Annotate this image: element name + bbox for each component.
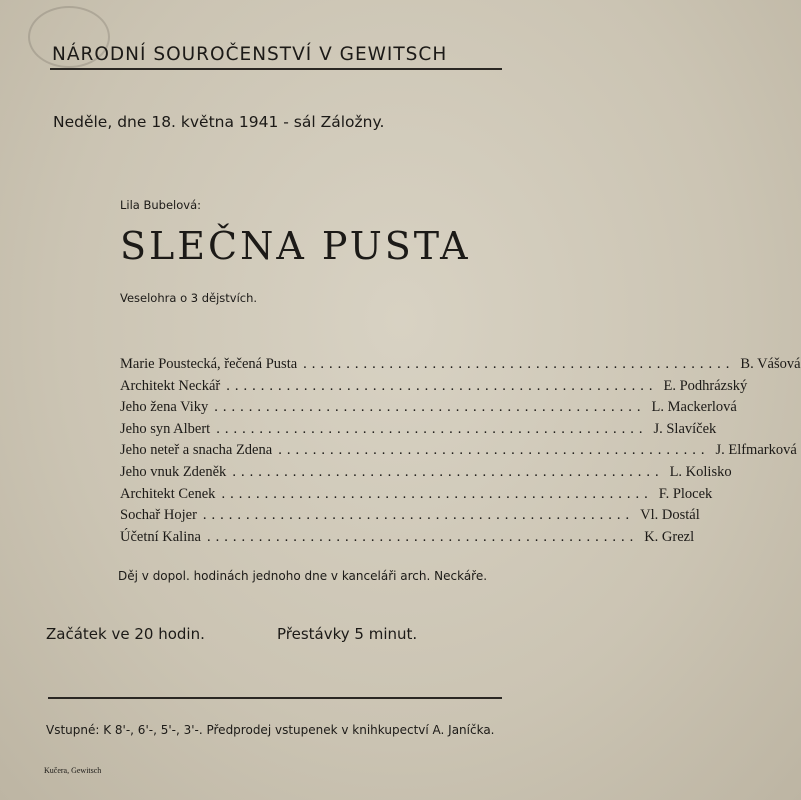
printer-credit: Kučera, Gewitsch xyxy=(44,766,102,775)
cast-actor: Vl. Dostál xyxy=(640,507,700,524)
top-divider xyxy=(50,68,502,70)
leader-dots: .................................................. xyxy=(206,528,639,545)
start-time: Začátek ve 20 hodin. xyxy=(46,625,205,643)
cast-role: Účetní Kalina xyxy=(120,528,201,545)
leader-dots: .................................................. xyxy=(278,442,710,459)
cast-row xyxy=(120,377,748,400)
cast-row xyxy=(120,463,732,486)
leader-dots: .................................................. xyxy=(226,377,658,394)
cast-role: Jeho neteř a snacha Zdena xyxy=(120,442,273,459)
cast-role: Sochař Hojer xyxy=(120,507,197,524)
cast-role: Jeho syn Albert xyxy=(120,420,211,437)
cast-role: Architekt Neckář xyxy=(120,377,221,394)
cast-actor: J. Elfmarková xyxy=(715,442,797,459)
cast-row xyxy=(120,399,737,421)
cast-role: Architekt Cenek xyxy=(120,485,216,502)
cast-row xyxy=(120,442,797,464)
play-title: SLEČNA PUSTA xyxy=(120,224,471,268)
leader-dots: .................................................. xyxy=(221,485,653,502)
cast-role: Jeho žena Viky xyxy=(120,399,209,416)
admission-prices: Vstupné: K 8'-, 6'-, 5'-, 3'-. Předprodej vstupenek v knihkupectví A. Janíčka. xyxy=(46,723,495,737)
cast-actor: F. Plocek xyxy=(658,485,713,502)
cast-actor: L. Kolisko xyxy=(669,463,732,480)
leader-dots: .................................................. xyxy=(216,420,648,437)
setting-note: Děj v dopol. hodinách jednoho dne v kanceláři arch. Neckáře. xyxy=(118,569,488,583)
cast-row xyxy=(120,507,700,529)
event-date: Neděle, dne 18. května 1941 - sál Záložny. xyxy=(53,113,385,131)
cast-row xyxy=(120,356,801,378)
leader-dots: .................................................. xyxy=(202,507,635,524)
play-author: Lila Bubelová: xyxy=(120,198,202,212)
cast-row xyxy=(120,528,695,551)
cast-actor: E. Podhrázský xyxy=(663,377,748,394)
cast-row xyxy=(120,420,717,443)
leader-dots: .................................................. xyxy=(232,463,664,480)
play-genre: Veselohra o 3 dějstvích. xyxy=(120,291,258,305)
cast-row xyxy=(120,485,713,508)
organization-heading: NÁRODNÍ SOUROČENSTVÍ V GEWITSCH xyxy=(52,44,448,65)
leader-dots: .................................................. xyxy=(214,399,646,416)
cast-actor: B. Vášová xyxy=(740,356,801,372)
bottom-divider xyxy=(48,697,502,699)
cast-role: Jeho vnuk Zdeněk xyxy=(120,463,227,480)
leader-dots: .................................................. xyxy=(303,356,735,372)
cast-list xyxy=(120,356,801,550)
cast-actor: K. Grezl xyxy=(644,528,695,545)
cast-actor: J. Slavíček xyxy=(653,420,717,437)
cast-actor: L. Mackerlová xyxy=(651,399,737,416)
cast-role: Marie Poustecká, řečená Pusta xyxy=(120,356,298,372)
intermission-note: Přestávky 5 minut. xyxy=(277,625,418,643)
